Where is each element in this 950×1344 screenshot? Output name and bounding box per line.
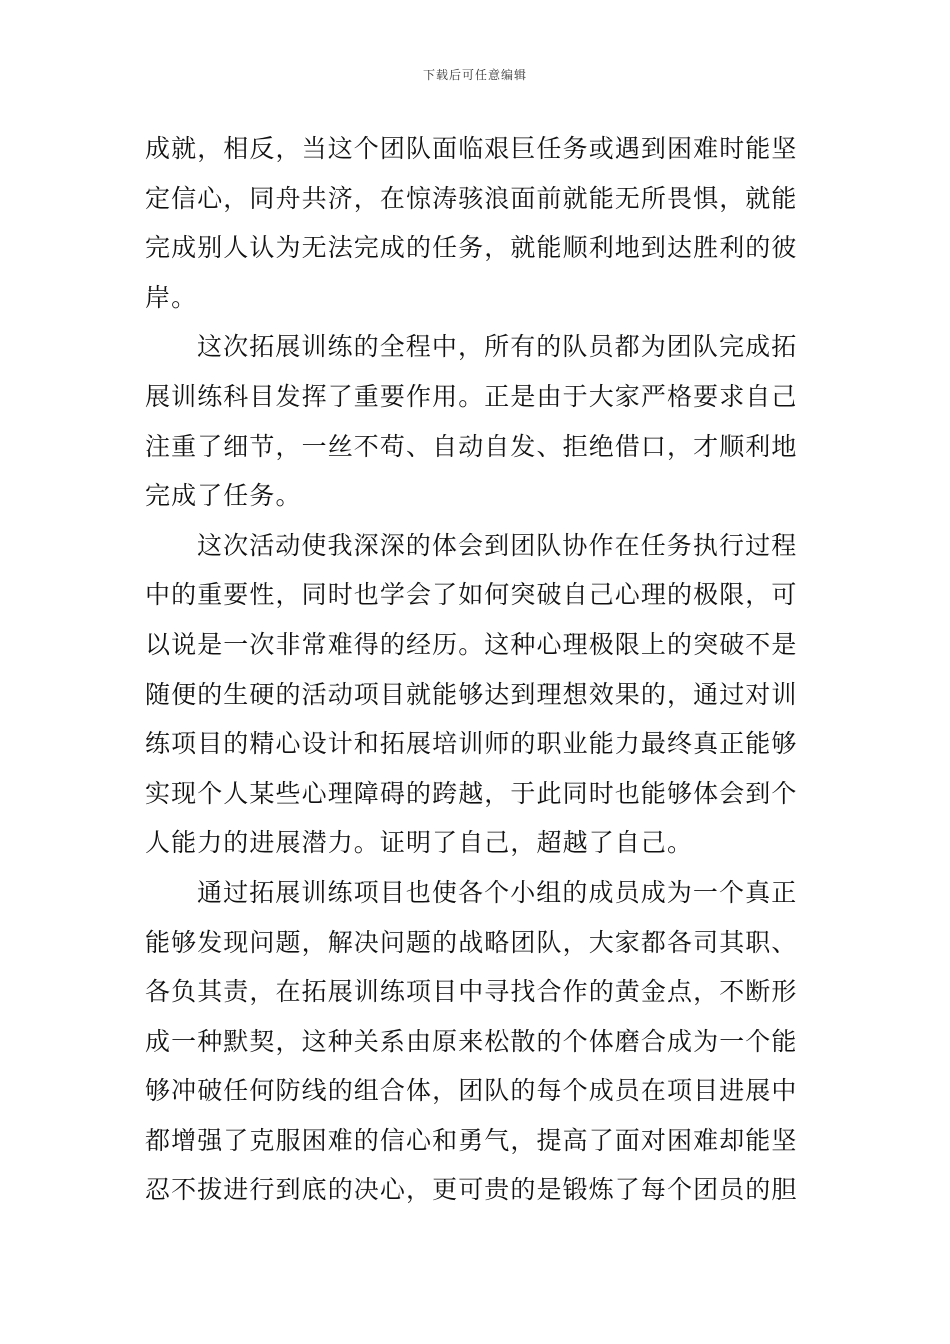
paragraph-1-line: 成就，相反，当这个团队面临艰巨任务或遇到困难时能坚 <box>145 134 798 163</box>
paragraph-3-line: 练项目的精心设计和拓展培训师的职业能力最终真正能够 <box>145 729 798 759</box>
paragraph-4-line: 各负其责，在拓展训练项目中寻找合作的黄金点，不断形 <box>145 977 798 1007</box>
paragraph-1-line: 定信心，同舟共济，在惊涛骇浪面前就能无所畏惧，就能 <box>145 183 798 213</box>
paragraph-3-line: 这次活动使我深深的体会到团队协作在任务执行过程 <box>197 530 798 560</box>
paragraph-3-line: 随便的生硬的活动项目就能够达到理想效果的，通过对训 <box>145 679 798 709</box>
paragraph-3-line: 实现个人某些心理障碍的跨越，于此同时也能够体会到个 <box>145 778 798 808</box>
header-note: 下载后可任意编辑 <box>422 68 527 82</box>
paragraph-3-line: 人能力的进展潜力。证明了自己，超越了自己。 <box>145 828 694 858</box>
paragraph-1-line: 完成别人认为无法完成的任务，就能顺利地到达胜利的彼 <box>145 233 798 263</box>
paragraph-2-line: 注重了细节，一丝不苟、自动自发、拒绝借口，才顺利地 <box>145 431 798 461</box>
paragraph-2-line: 完成了任务。 <box>145 481 302 511</box>
paragraph-4-line: 够冲破任何防线的组合体，团队的每个成员在项目进展中 <box>145 1076 798 1106</box>
paragraph-4-line: 通过拓展训练项目也使各个小组的成员成为一个真正 <box>197 877 798 907</box>
paragraph-4-line: 能够发现问题，解决问题的战略团队，大家都各司其职、 <box>145 927 798 957</box>
paragraph-3-line: 以说是一次非常难得的经历。这种心理极限上的突破不是 <box>145 629 798 659</box>
paragraph-3-line: 中的重要性，同时也学会了如何突破自己心理的极限，可 <box>145 580 798 610</box>
paragraph-4-line: 都增强了克服困难的信心和勇气，提高了面对困难却能坚 <box>145 1125 798 1155</box>
paragraph-1-line: 岸。 <box>145 282 198 312</box>
body-text <box>145 124 807 1215</box>
paragraph-2-line: 这次拓展训练的全程中，所有的队员都为团队完成拓 <box>197 332 798 362</box>
paragraph-4-line: 忍不拔进行到底的决心，更可贵的是锻炼了每个团员的胆 <box>145 1175 798 1205</box>
paragraph-2-line: 展训练科目发挥了重要作用。正是由于大家严格要求自己 <box>145 381 798 411</box>
paragraph-4-line: 成一种默契，这种关系由原来松散的个体磨合成为一个能 <box>145 1026 798 1056</box>
